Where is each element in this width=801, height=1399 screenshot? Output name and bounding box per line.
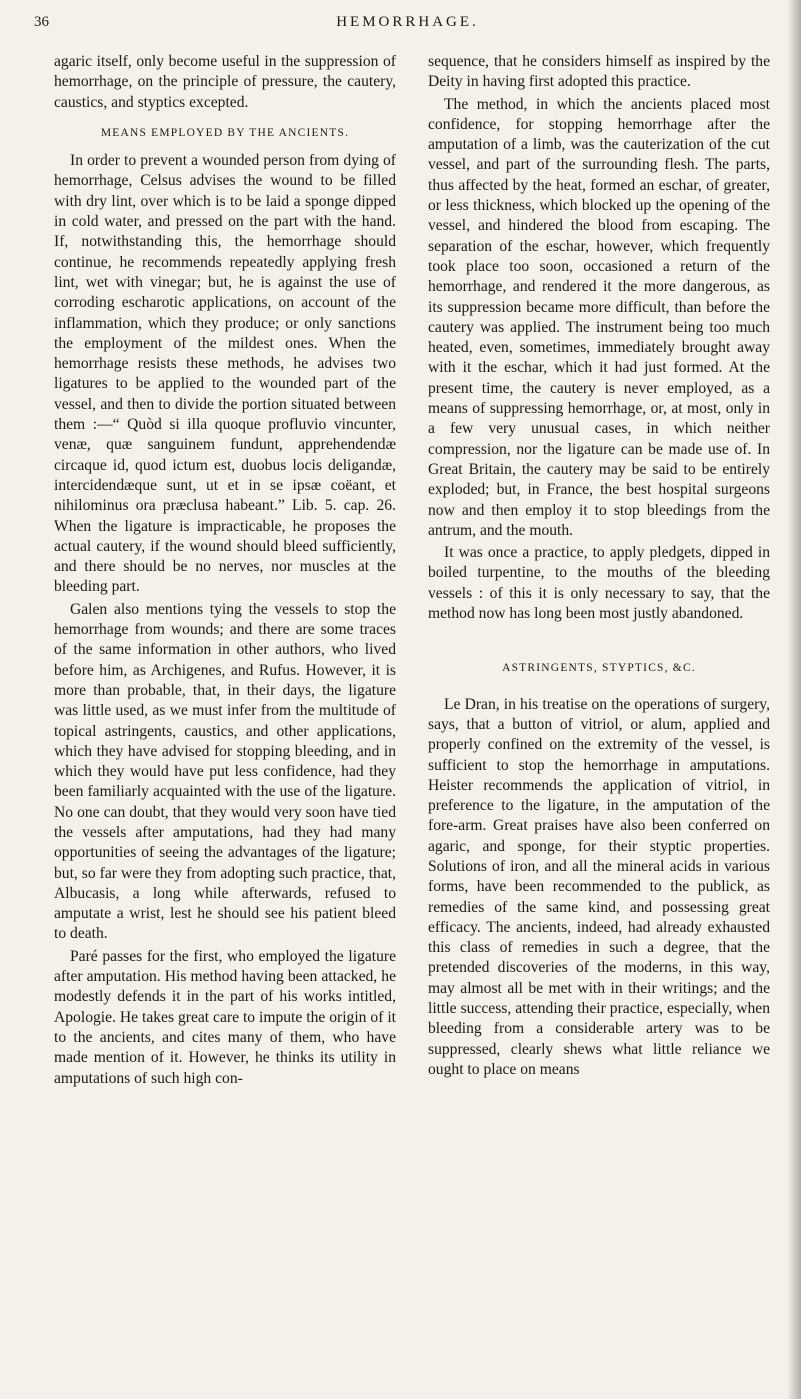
right-column xyxy=(428,52,770,1080)
section-heading-astringents: ASTRINGENTS, STYPTICS, &C. xyxy=(502,662,696,675)
paragraph-pare: Paré passes for the first, who employed the ligature after amputation. His method having been attacked, he modestly defends it in the part of his works intitled, Apologie. He takes great care to impute the origin of it to the ancients, and cites many of them, who have made mention of it. However, he thinks its utility in amputations of such high con- xyxy=(54,947,396,1087)
paragraph-ledran: Le Dran, in his treatise on the operations of surgery, says, that a button of vitriol, or alum, applied and properly confined on the extremity of the vessel, is sufficient to stop the hemorrhage in amputations. Heister recommends the application of vitriol, in preference to the ligature, in the amputation of the fore-arm. Great praises have also been conferred on agaric, and sponge, for their styptic properties. Solutions of iron, and all the mineral acids in various forms, have been recommended to the publick, as remedies of the same kind, and possessing great efficacy. The ancients, indeed, had already exhausted this class of remedies in such a degree, that the pretended discoveries of the moderns, in this way, may almost all be met with in their writings; and the little success, attending their practice, especially, when bleeding from a considerable artery was to be suppressed, clearly shews what little reliance we ought to place on means xyxy=(428,695,770,1078)
left-column xyxy=(54,52,396,1089)
paragraph-pledgets: It was once a practice, to apply pledgets, dipped in boiled turpentine, to the mouths of the bleeding vessels : of this it is only necessary to say, that the method now has long been most justly abandoned. xyxy=(428,544,770,623)
page-number: 36 xyxy=(34,14,49,30)
running-head: HEMORRHAGE. xyxy=(336,14,479,30)
page-edge-shadow xyxy=(787,0,801,1399)
paragraph-continued: sequence, that he considers himself as inspired by the Deity in having first adopted this practice. xyxy=(428,53,770,91)
paragraph-celsus: In order to prevent a wounded person from dying of hemorrhage, Celsus advises the wound to be filled with dry lint, over which is to be laid a sponge dipped in cold water, and pressed on the part with the hand. If, notwithstanding this, the hemorrhage should continue, he recommends repeatedly applying fresh lint, wet with vinegar; but, he is against the use of corroding escharotic applications, on account of the inflammation, which they produce; or only sanctions the employment of the mildest ones. When the hemorrhage resists these methods, he advises two ligatures to be applied to the wounded part of the vessel, and then to divide the portion situated between them :—“ Quòd si illa quoque profluvio vincunter, venæ, quæ sanguinem fundunt, apprehendendæ circaque id, quod ictum est, duobus locis deligandæ, intercidendæque sunt, ut et in se ipsæ coëant, et nihilominus ora præclusa habeant.” Lib. 5. cap. 26. When the ligature is impracticable, he proposes the actual cautery, if the wound should bleed sufficiently, and there should be no nerves, nor muscles at the bleeding part. xyxy=(54,152,396,596)
page-header xyxy=(34,10,781,40)
section-heading-ancients: MEANS EMPLOYED BY THE ANCIENTS. xyxy=(100,126,350,139)
paragraph-intro: agaric itself, only become useful in the suppression of hemorrhage, on the principle of pressure, the cautery, caustics, and styptics excepted. xyxy=(54,53,396,111)
paragraph-cauterization: The method, in which the ancients placed most confidence, for stopping hemorrhage after the amputation of a limb, was the cauterization of the cut vessel, and part of the surrounding flesh. The parts, thus affected by the heat, formed an eschar, of greater, or less thickness, which blocked up the opening of the vessel, and hindered the blood from escaping. The separation of the eschar, however, which frequently took place too soon, occasioned a return of the hemorrhage, and rendered it the more dangerous, as its suppression became more difficult, than before the cautery was applied. The instrument being too much heated, even, sometimes, immediately brought away with it the eschar, which it had just formed. At the present time, the cautery is never employed, as a means of suppressing hemorrhage, or, at most, only in a few very unusual cases, in which neither compression, nor the ligature can be made use of. In Great Britain, the cautery may be said to be entirely exploded; but, in France, the best hospital surgeons now and then employ it to stop bleedings from the antrum, and the mouth. xyxy=(428,95,770,539)
paragraph-galen: Galen also mentions tying the vessels to stop the hemorrhage from wounds; and there are some traces of the same information in other authors, who lived before him, as Archigenes, and Rufus. However, it is more than probable, that, in their days, the ligature was little used, as we must infer from the multitude of topical astringents, caustics, and other applications, which they have advised for stopping bleeding, and in which they would have put less confidence, had they been familiarly acquainted with the use of the ligature. No one can doubt, that they would very soon have tied the vessels after amputations, had they had many opportunities of seeing the advantages of the ligature; but, so far were they from adopting such practice, that, Albucasis, a long while afterwards, refused to amputate a wrist, lest he should see his patient bleed to death. xyxy=(54,600,396,943)
